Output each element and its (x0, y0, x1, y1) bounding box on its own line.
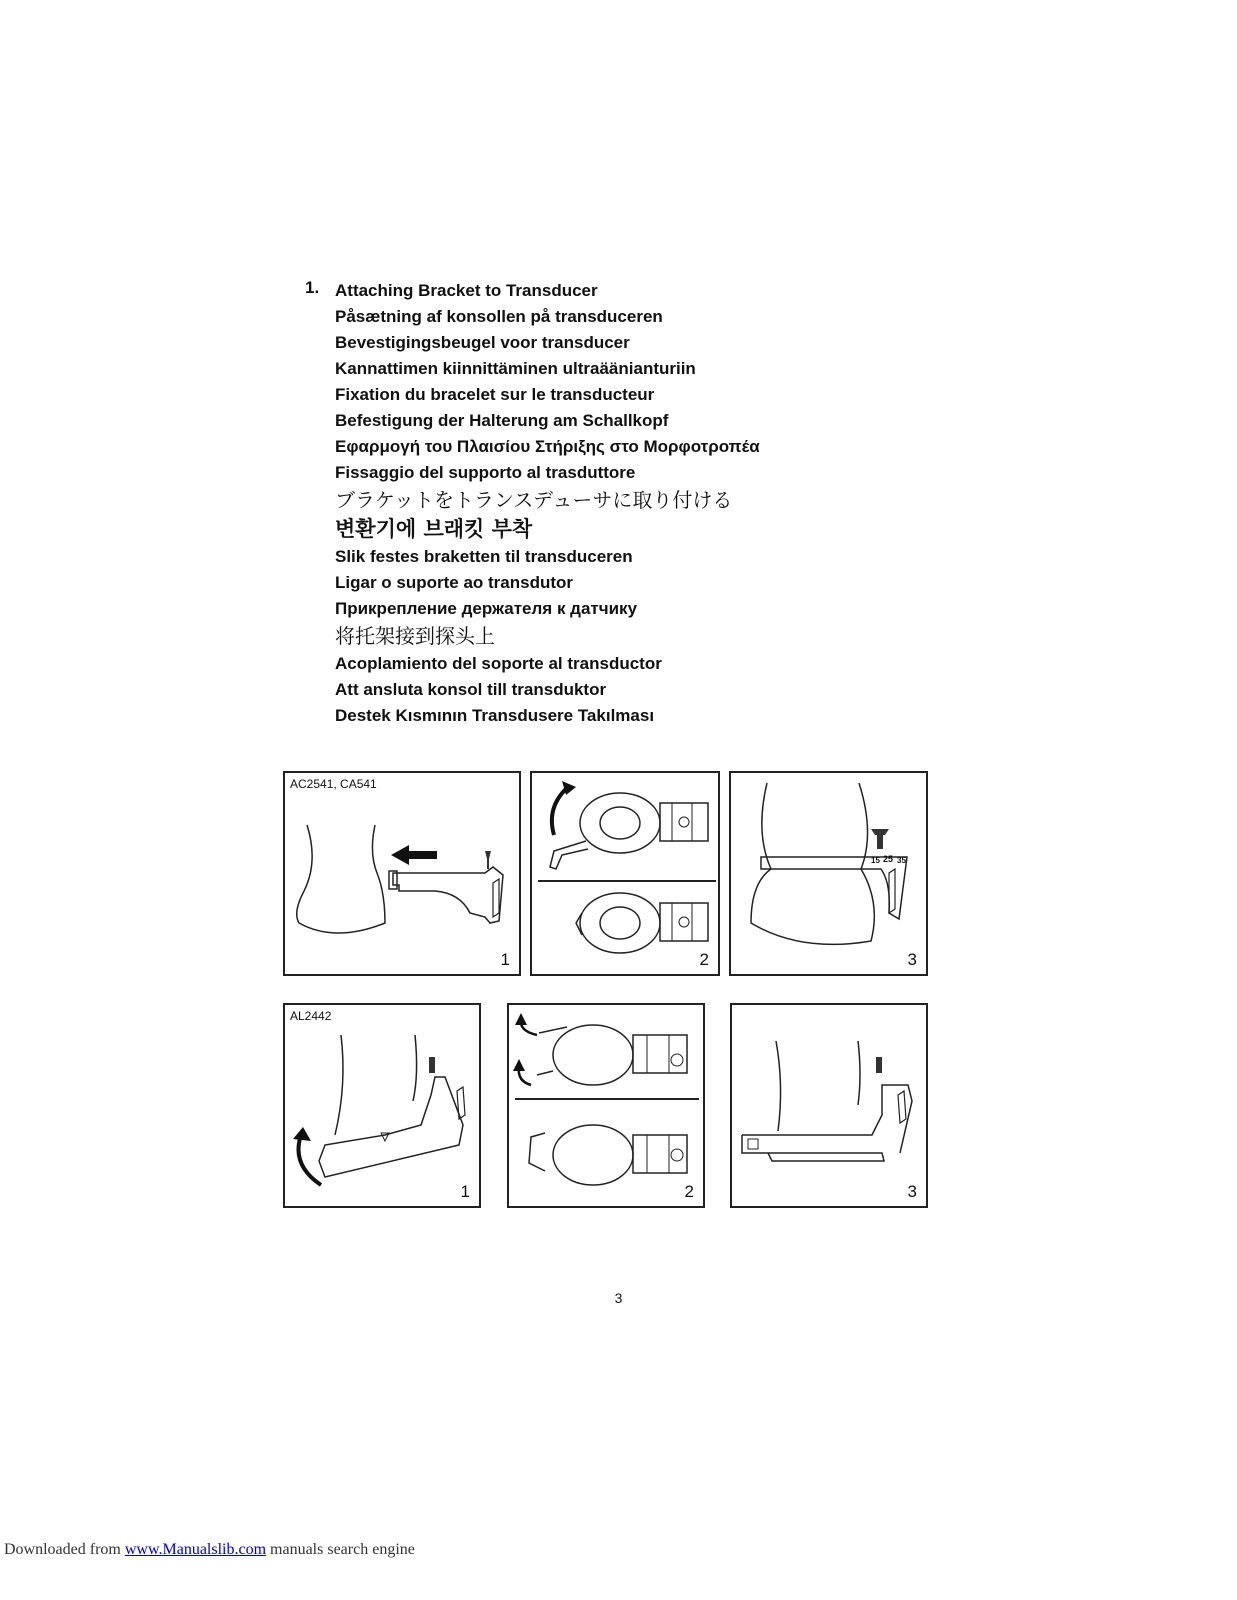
title-es: Acoplamiento del soporte al transductor (335, 654, 662, 673)
scale-mark: 15 (871, 856, 880, 865)
rotate-arrow-icon (552, 787, 568, 835)
title-list (335, 278, 935, 729)
title-ru: Прикрепление держателя к датчику (335, 599, 638, 618)
figure-ac-step-1 (283, 771, 521, 976)
figure-ac-step-2 (530, 771, 720, 976)
title-pt: Ligar o suporte ao transdutor (335, 573, 574, 592)
scale-mark: 35 (897, 856, 906, 865)
title-zh: 将托架接到探头上 (335, 624, 495, 648)
scale-mark: 25 (883, 854, 894, 864)
title-da: Påsætning af konsollen på transduceren (335, 307, 663, 326)
step-number: 1 (500, 950, 510, 969)
footer-suffix: manuals search engine (266, 1541, 415, 1558)
title-en: Attaching Bracket to Transducer (335, 281, 598, 300)
step-number: 2 (684, 1182, 694, 1201)
footer-prefix: Downloaded from (4, 1541, 125, 1558)
bracket-clamp-illustration (509, 1005, 707, 1210)
knob-icon (876, 1057, 882, 1073)
bracket-rotate-illustration (532, 773, 722, 978)
title-fi: Kannattimen kiinnittäminen ultraäänianturiin (335, 359, 696, 378)
title-no: Slik festes braketten til transduceren (335, 547, 633, 566)
figure-ac-step-3 (729, 771, 928, 976)
bracket-attached-illustration (731, 773, 930, 978)
title-de: Befestigung der Halterung am Schallkopf (335, 411, 669, 430)
title-fr: Fixation du bracelet sur le transducteur (335, 385, 655, 404)
footer (4, 1541, 415, 1559)
title-ja: ブラケットをトランスデューサに取り付ける (335, 488, 733, 512)
title-sv: Att ansluta konsol till transduktor (335, 680, 607, 699)
section-number: 1. (305, 278, 320, 297)
step-number: 3 (907, 950, 917, 969)
step-number: 2 (699, 950, 709, 969)
figure-al-step-2 (507, 1003, 705, 1208)
bracket-swing-illustration (285, 1005, 483, 1210)
figure-al-step-3 (730, 1003, 928, 1208)
figure-al-step-1 (283, 1003, 481, 1208)
model-label: AL2442 (290, 1009, 332, 1023)
bracket-locked-illustration (732, 1005, 930, 1210)
model-label: AC2541, CA541 (290, 777, 377, 791)
step-number: 1 (460, 1182, 470, 1201)
bracket-slide-illustration (285, 773, 523, 978)
title-tr: Destek Kısmının Transdusere Takılması (335, 706, 655, 725)
title-el: Εφαρμογή του Πλαισίου Στήριξης στο Μορφοτροπέα (335, 437, 760, 456)
page-number: 3 (614, 1290, 623, 1306)
knob-icon (429, 1057, 435, 1073)
rotate-arrow-icon (299, 1135, 322, 1185)
title-it: Fissaggio del supporto al trasduttore (335, 463, 636, 482)
title-nl: Bevestigingsbeugel voor transducer (335, 333, 630, 352)
step-number: 3 (907, 1182, 917, 1201)
manualslib-link[interactable]: www.Manualslib.com (124, 1541, 267, 1558)
title-ko: 변환기에 브래킷 부착 (335, 517, 533, 541)
knob-icon (485, 851, 491, 869)
arrow-left-icon (391, 845, 437, 865)
